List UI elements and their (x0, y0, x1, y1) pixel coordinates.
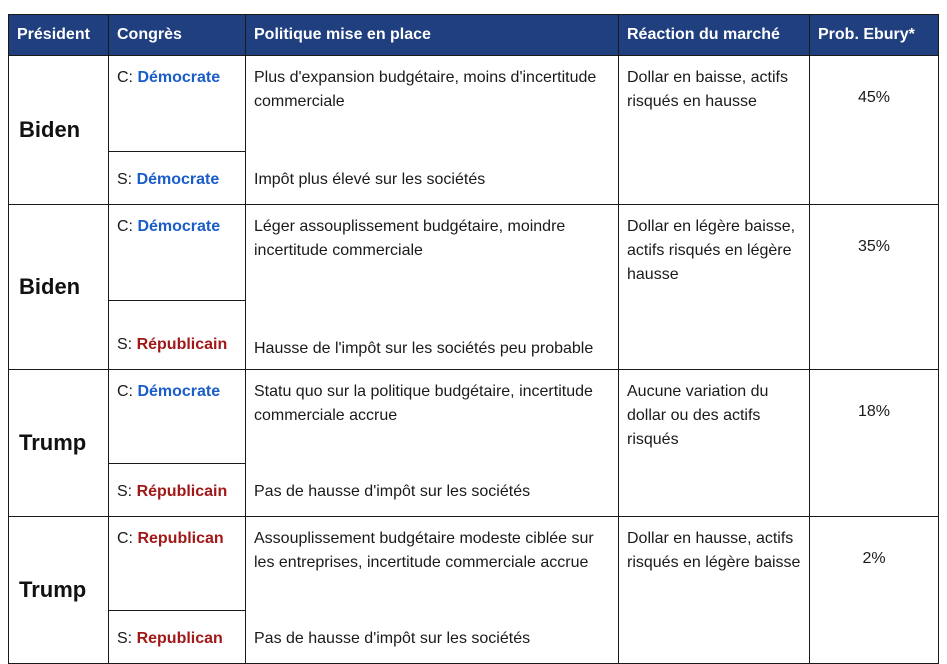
probability-cell: 2% (810, 517, 939, 664)
policy-bottom-cell: Pas de hausse d'impôt sur les sociétés (246, 611, 619, 664)
market-reaction-cell: Aucune variation du dollar ou des actifs risqués (619, 370, 810, 517)
president-cell: Biden (9, 205, 109, 370)
header-market-reaction: Réaction du marché (619, 15, 810, 56)
election-scenarios-table-container (8, 14, 939, 664)
header-policy: Politique mise en place (246, 15, 619, 56)
chamber-prefix: S: (117, 171, 133, 188)
chamber-prefix: C: (117, 383, 133, 400)
policy-top-cell: Assouplissement budgétaire modeste ciblée sur les entreprises, incertitude commerciale accrue (246, 517, 619, 611)
chamber-prefix: S: (117, 630, 133, 647)
table-row (9, 205, 939, 301)
table-row (9, 370, 939, 464)
market-reaction-cell: Dollar en légère baisse, actifs risqués en légère hausse (619, 205, 810, 370)
congress-house-cell (109, 205, 246, 301)
party-label: Démocrate (137, 69, 221, 86)
header-congress: Congrès (109, 15, 246, 56)
president-cell: Trump (9, 370, 109, 517)
party-label: Démocrate (136, 171, 220, 188)
market-reaction-cell: Dollar en baisse, actifs risqués en hausse (619, 56, 810, 205)
party-label: Démocrate (137, 218, 221, 235)
header-row (9, 15, 939, 56)
chamber-prefix: C: (117, 530, 133, 547)
congress-senate-cell (109, 464, 246, 517)
chamber-prefix: C: (117, 69, 133, 86)
congress-senate-cell (109, 611, 246, 664)
table-row (9, 517, 939, 611)
chamber-prefix: C: (117, 218, 133, 235)
party-label: Republican (136, 630, 223, 647)
policy-top-cell: Plus d'expansion budgétaire, moins d'incertitude commerciale (246, 56, 619, 152)
policy-bottom-cell: Impôt plus élevé sur les sociétés (246, 152, 619, 205)
party-label: Républicain (136, 336, 228, 353)
policy-top-cell: Statu quo sur la politique budgétaire, incertitude commerciale accrue (246, 370, 619, 464)
congress-house-cell (109, 370, 246, 464)
probability-cell: 18% (810, 370, 939, 517)
table-row (9, 56, 939, 152)
election-scenarios-table (8, 14, 939, 664)
party-label: Republican (137, 530, 224, 547)
policy-bottom-cell: Hausse de l'impôt sur les sociétés peu probable (246, 301, 619, 370)
header-probability: Prob. Ebury* (810, 15, 939, 56)
probability-cell: 35% (810, 205, 939, 370)
party-label: Démocrate (137, 383, 221, 400)
probability-cell: 45% (810, 56, 939, 205)
header-president: Président (9, 15, 109, 56)
chamber-prefix: S: (117, 336, 133, 353)
president-cell: Biden (9, 56, 109, 205)
policy-top-cell: Léger assouplissement budgétaire, moindre incertitude commerciale (246, 205, 619, 301)
policy-bottom-cell: Pas de hausse d'impôt sur les sociétés (246, 464, 619, 517)
chamber-prefix: S: (117, 483, 133, 500)
congress-senate-cell (109, 152, 246, 205)
market-reaction-cell: Dollar en hausse, actifs risqués en légère baisse (619, 517, 810, 664)
congress-house-cell (109, 56, 246, 152)
congress-house-cell (109, 517, 246, 611)
congress-senate-cell (109, 301, 246, 370)
president-cell: Trump (9, 517, 109, 664)
party-label: Républicain (136, 483, 228, 500)
